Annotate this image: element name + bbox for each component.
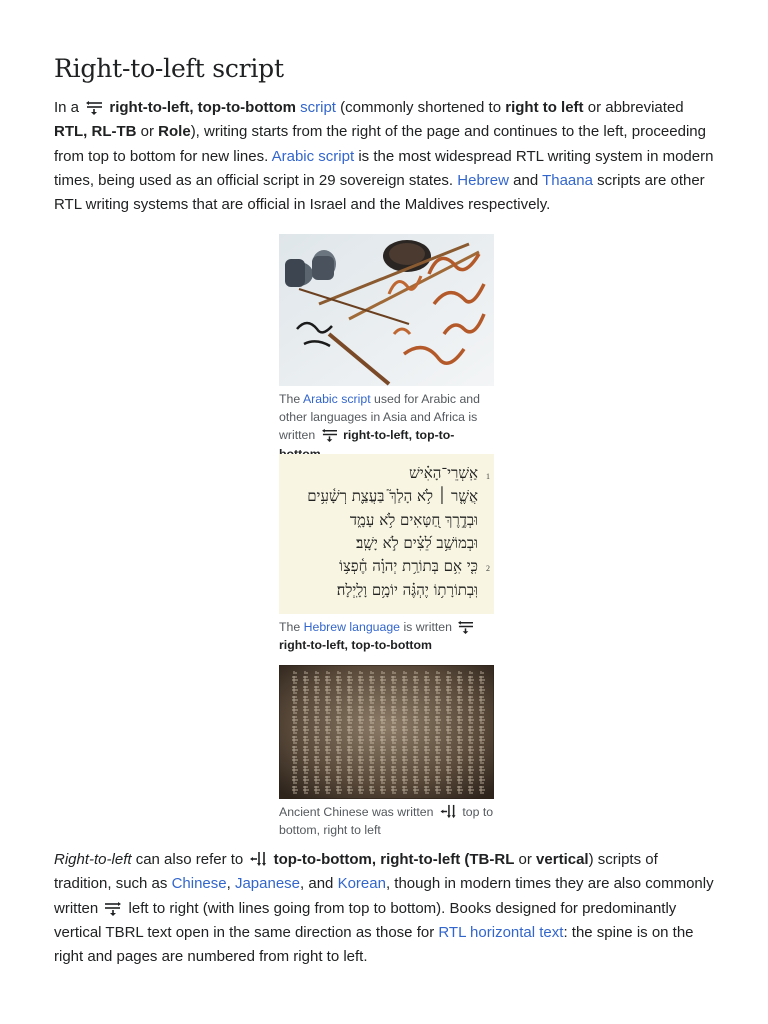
intro-text: or abbreviated <box>587 99 684 116</box>
bold-term: vertical <box>536 851 589 868</box>
rtl-horizontal-text-link[interactable]: RTL horizontal text <box>438 923 564 941</box>
caption-text: Ancient Chinese was written <box>279 805 434 819</box>
hebrew-line: אֲשֶׁ֤ר ׀ לֹ֥א הָלַךְ֮ בַּעֲצַ֪ת רְשָׁ֫עִ֥ים <box>307 487 478 505</box>
figure-caption <box>279 390 495 463</box>
page-title: Right-to-left script <box>54 54 284 83</box>
ttb-rtl-direction-icon <box>249 851 267 867</box>
chinese-link[interactable]: Chinese <box>171 875 227 893</box>
para-text: ) scripts of tradition, such as <box>54 851 658 893</box>
intro-paragraph <box>54 96 718 217</box>
hebrew-line: וּבְמוֹשַׁ֥ב לֵ֝צִ֗ים לֹ֣א יָשָֽׁב׃ <box>356 534 478 552</box>
ttb-rtl-direction-icon <box>439 804 457 819</box>
ltr-ttb-direction-icon <box>104 900 122 916</box>
hebrew-link[interactable]: Hebrew <box>457 171 509 189</box>
bold-term: right to left <box>505 99 584 116</box>
figure-caption <box>279 618 495 654</box>
japanese-link[interactable]: Japanese <box>234 875 301 893</box>
intro-text: In a <box>54 99 80 116</box>
rtl-ttb-direction-icon <box>457 619 474 634</box>
arabic-script-link[interactable]: Arabic script <box>271 147 355 165</box>
para-text: can also refer to <box>135 851 244 868</box>
hebrew-text-image[interactable] <box>279 454 494 614</box>
hebrew-line: אַֽשְׁרֵי־הָאִ֗ישׁ <box>409 464 478 482</box>
intro-text: is the most widespread RTL writing system in modern times, being used as an official script in 29 sovereign states. <box>54 147 714 189</box>
hebrew-line: וּֽבְתוֹרָת֥וֹ יֶהְגֶּ֗ה יוֹמָ֥ם וָלָֽיְלָה׃ <box>336 581 478 599</box>
arabic-calligraphy-image[interactable] <box>279 234 494 386</box>
rtl-ttb-direction-icon <box>321 427 338 442</box>
intro-text: (commonly shortened to <box>340 99 502 116</box>
para-text: left to right (with lines going from top to bottom). Books designed for predominantly vertical TBRL text open in the same direction as those for <box>54 899 677 941</box>
para-text: : the spine is on the right and pages are numbered from right to left. <box>54 923 694 966</box>
caption-text: The <box>279 392 301 406</box>
intro-text: or <box>140 123 154 141</box>
para-text: , and <box>300 875 334 893</box>
bold-term: RTL, RL-TB <box>54 123 137 141</box>
intro-text: and <box>513 171 539 189</box>
hebrew-line: כִּ֤י אִ֥ם בְּתוֹרַ֥ת יְהוָ֗ה חֶ֫פְצ֥וֹ <box>339 557 478 575</box>
figure-chinese <box>279 665 495 839</box>
para-text: or <box>518 851 532 868</box>
intro-text: ), writing starts from the right of the page and continues to the left, proceeding from top to bottom for new lines. <box>54 123 706 165</box>
italic-term: Right-to-left <box>54 851 132 868</box>
caption-text: is written <box>403 620 452 634</box>
bold-term: (TB-RL <box>464 851 515 868</box>
caption-text: used for Arabic and other languages in Asia and Africa is written <box>279 392 480 443</box>
bold-term: right-to-left, top-to-bottom <box>109 99 296 116</box>
verse-number: 1 <box>486 472 490 481</box>
caption-bold: right-to-left, top-to-bottom <box>279 638 432 653</box>
intro-text: scripts are other RTL writing systems that are official in Israel and the Maldives respectively. <box>54 171 705 214</box>
thaana-link[interactable]: Thaana <box>542 171 593 189</box>
caption-text: top to bottom, right to left <box>279 805 494 838</box>
caption-text: The <box>279 620 301 634</box>
rtl-ttb-direction-icon <box>85 99 103 115</box>
arabic-script-caption-link[interactable]: Arabic script <box>302 392 371 406</box>
hebrew-line: וּבְדֶ֣רֶךְ חַ֭טָּאִים לֹ֥א עָמָ֑ד <box>349 511 478 529</box>
figure-caption <box>279 803 495 839</box>
para-text: , though in modern times they are also commonly written <box>54 875 714 917</box>
hebrew-language-link[interactable]: Hebrew language <box>303 620 401 634</box>
verse-number: 2 <box>486 564 490 573</box>
korean-link[interactable]: Korean <box>337 875 386 893</box>
vertical-scripts-paragraph <box>54 848 718 969</box>
para-text: , <box>226 875 231 893</box>
bold-term: top-to-bottom, right-to-left <box>273 851 461 868</box>
script-link[interactable]: script <box>300 99 336 116</box>
figure-arabic <box>279 234 495 463</box>
caption-bold: right-to-left, top-to- <box>343 428 455 443</box>
figure-hebrew <box>279 454 495 654</box>
bold-term: Role <box>158 123 191 141</box>
ancient-chinese-inscription-image[interactable] <box>279 665 494 799</box>
